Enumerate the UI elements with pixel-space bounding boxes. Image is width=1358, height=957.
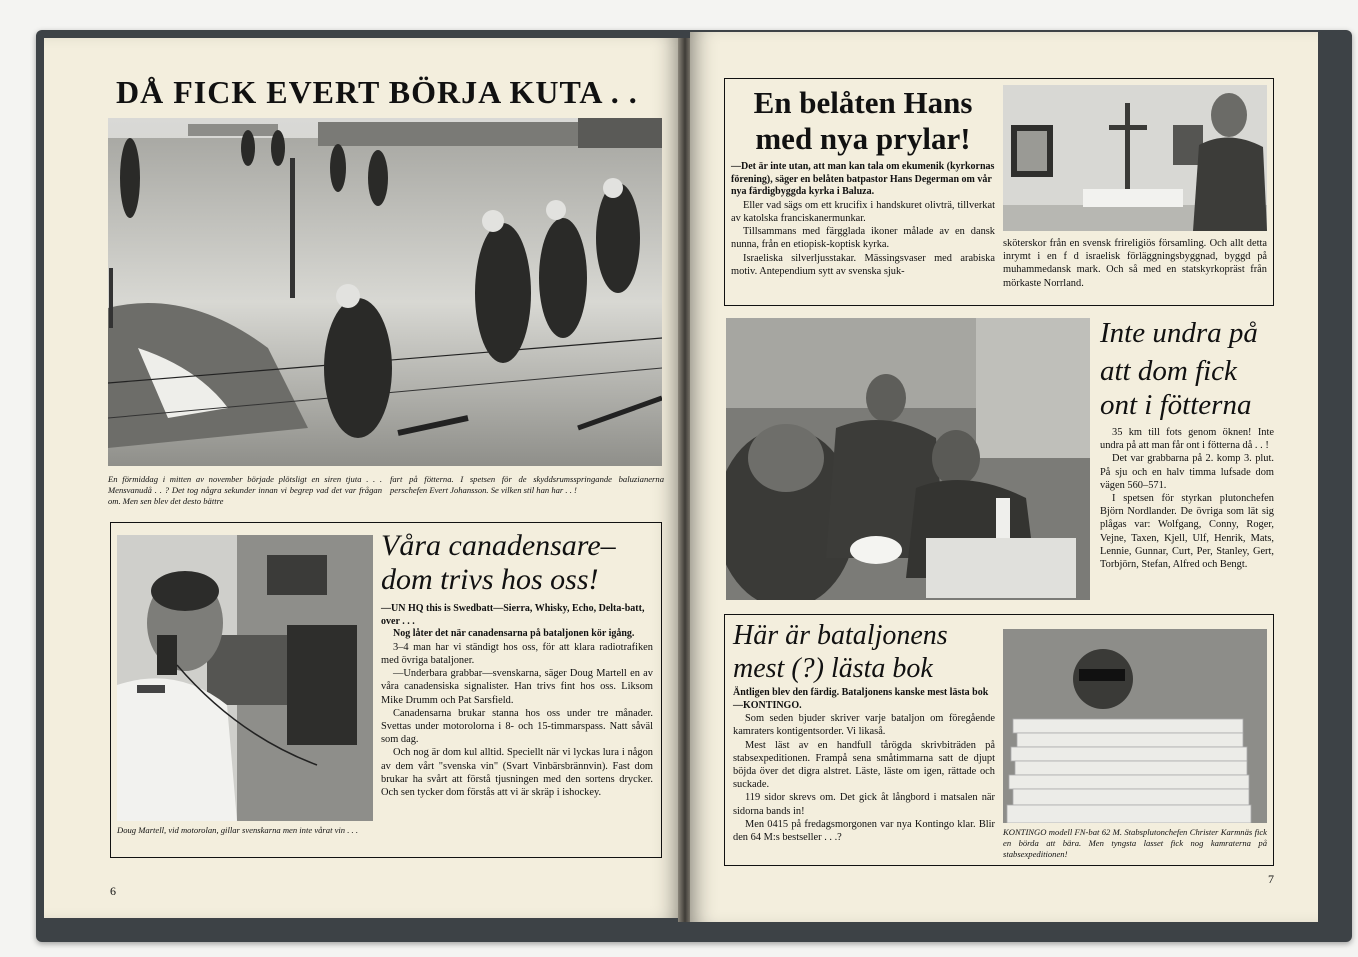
kontingo-photo-caption: KONTINGO modell FN-bat 62 M. Stabsplutonchefen Christer Karmnäs fick en börda att bära. Men tyngsta lasset fick nog kamraterna på stabsexpeditionen!: [1003, 827, 1267, 859]
feet-paragraph: Det var grabbarna på 2. komp 3. plut. På sju och en halv timma lufsade dom vägen 560–571.: [1100, 453, 1274, 491]
kontingo-paragraph: Som seden bjuder skriver varje bataljon om föregående kamraters kontigentsorder. Vi likaså.: [733, 713, 995, 738]
running-photo-caption-col1: En förmiddag i mitten av november började plötsligt en siren tjuta . . . Mensvanudå . . ? Det tog några sekunder innan vi begrep vad det var frågan om. Men sen blev det desto bättre: [108, 474, 382, 506]
hans-col2-text: sköterskor från en svensk frireligiös församling. Och allt detta inrymt i en f d israelisk förläggningsbyggnad, byggd på muhammedansk mark. Och så med en statskyrkopräst från mörkaste Norrland.: [1003, 238, 1267, 289]
hans-col1: [731, 199, 995, 278]
kontingo-paragraph: 119 sidor skrevs om. Det gick åt långbord i matsalen när sidorna bands in!: [733, 792, 995, 817]
kontingo-text-column: [733, 619, 995, 844]
hans-paragraph: Israeliska silverljusstakar. Mässingsvaser med arabiska motiv. Antependium sytt av svenska sjuk-: [731, 252, 995, 277]
canadians-paragraph: 3–4 man har vi ständigt hos oss, för att klara radiotrafiken med övriga bataljoner.: [381, 641, 653, 666]
hans-title-line1: En belåten Hans: [753, 85, 973, 120]
page-number-left: 6: [110, 884, 116, 898]
canadians-lead: —UN HQ this is Swedbatt—Sierra, Whisky, Echo, Delta-batt, over . . .: [381, 603, 645, 627]
hans-paragraph: Tillsammans med färgglada ikoner målade av en dansk nunna, från en etiopisk-koptisk kyrka.: [731, 226, 995, 251]
running-photo-caption-col2: fart på fötterna. I spetsen för de skyddsrumsspringande baluzianerna perschefen Evert Johansson. Se vilken stil han har . . !: [390, 474, 664, 495]
kontingo-title-line2: mest (?) lästa bok: [733, 653, 933, 684]
feet-title-line1: Inte undra på: [1100, 317, 1258, 349]
kontingo-article-box: [724, 614, 1274, 866]
kontingo-body: [733, 712, 995, 844]
kontingo-paragraph: Mest läst av en handfull tårögda skrivbiträden på stabsexpeditionen. Frampå sena småtimmarna satt de djupt böjda över det digra alstret. Läste, läste om igen, rättade och suckade.: [733, 739, 995, 791]
resting-soldiers-photo: [726, 318, 1090, 600]
right-page: [690, 32, 1318, 922]
hans-col2: [1003, 237, 1267, 290]
page-number-right: 7: [1268, 872, 1274, 886]
canadians-paragraph: Canadensarna brukar stanna hos oss under tre månader. Svettas under motorolorna i 8- och 15-timmarspass. Natt såväl som dag.: [381, 707, 653, 746]
hans-lead: —Det är inte utan, att man kan tala om ekumenik (kyrkornas förening), säger en belåten batpastor Hans Degerman om vår nya färdigbyggda kyrka i Baluza.: [731, 161, 995, 198]
canadians-lead2: Nog låter det när canadensarna på bataljonen kör igång.: [393, 628, 635, 640]
feet-body: [1100, 426, 1274, 571]
kontingo-title-line1: Här är bataljonens: [733, 620, 948, 651]
feet-paragraph: 35 km till fots genom öknen! Inte undra på att man får ont i fötterna då . . !: [1100, 427, 1274, 452]
chapel-photo: [1003, 85, 1267, 231]
canadians-text-column: [381, 529, 653, 799]
kontingo-book-photo: [1003, 629, 1267, 823]
hans-title-line2: med nya prylar!: [755, 121, 971, 156]
kontingo-paragraph: Men 0415 på fredagsmorgonen var nya Kontingo klar. Blir den 64 M:s bestseller . . .?: [733, 818, 995, 844]
canadians-article-box: [110, 522, 662, 858]
radio-photo-caption: Doug Martell, vid motorolan, gillar svenskarna men inte vårat vin . . .: [117, 825, 358, 835]
feet-article: [1100, 316, 1274, 571]
canadians-paragraph: —Underbara grabbar—svenskarna, säger Doug Martell en av våra canadensiska signalister. Han trivs fint hos oss. Liksom Mike Drumm och Pat Sarsfield.: [381, 668, 653, 706]
hans-article-box: [724, 78, 1274, 306]
feet-paragraph: I spetsen för styrkan plutonchefen Björn Nordlander. De övriga som lät sig plågas var: Wolfgang, Conny, Roger, Vejne, Taxen, Kjell, Ulf, Henrik, Mats, Lennie, Gunnar, Curt, Per, Stanley, Gert, Torbjörn, Stefan, Alfred och Bengt.: [1100, 493, 1274, 571]
feet-title-line2: att dom fick: [1100, 355, 1237, 387]
canadians-body: [381, 641, 653, 799]
hans-header: [731, 85, 995, 278]
canadians-paragraph: Och nog är dom kul alltid. Speciellt när vi lyckas lura i någon av dem vårt "svenska vin" (Svart Vinbärsbrännvin). Fast dom brukar ha svårt att förstå tjusningen med den sortens drycker. Och sen tycker dom förstås att vi är skräp i ishockey.: [381, 747, 653, 799]
canadians-title-line2: dom trivs hos oss!: [381, 563, 599, 596]
radio-operator-photo: [117, 535, 373, 821]
feet-title-line3: ont i fötterna: [1100, 389, 1252, 421]
page-headline: DÅ FICK EVERT BÖRJA KUTA . .: [116, 74, 638, 110]
hans-paragraph: Eller vad sägs om ett krucifix i handskuret olivträ, tillverkat av katolska franciskanermunkar.: [731, 199, 995, 224]
left-page: [44, 38, 680, 918]
running-soldiers-photo: [108, 118, 662, 466]
kontingo-lead: Äntligen blev den färdig. Bataljonens kanske mest lästa bok—KONTINGO.: [733, 687, 989, 711]
canadians-title-line1: Våra canadensare–: [381, 529, 616, 562]
